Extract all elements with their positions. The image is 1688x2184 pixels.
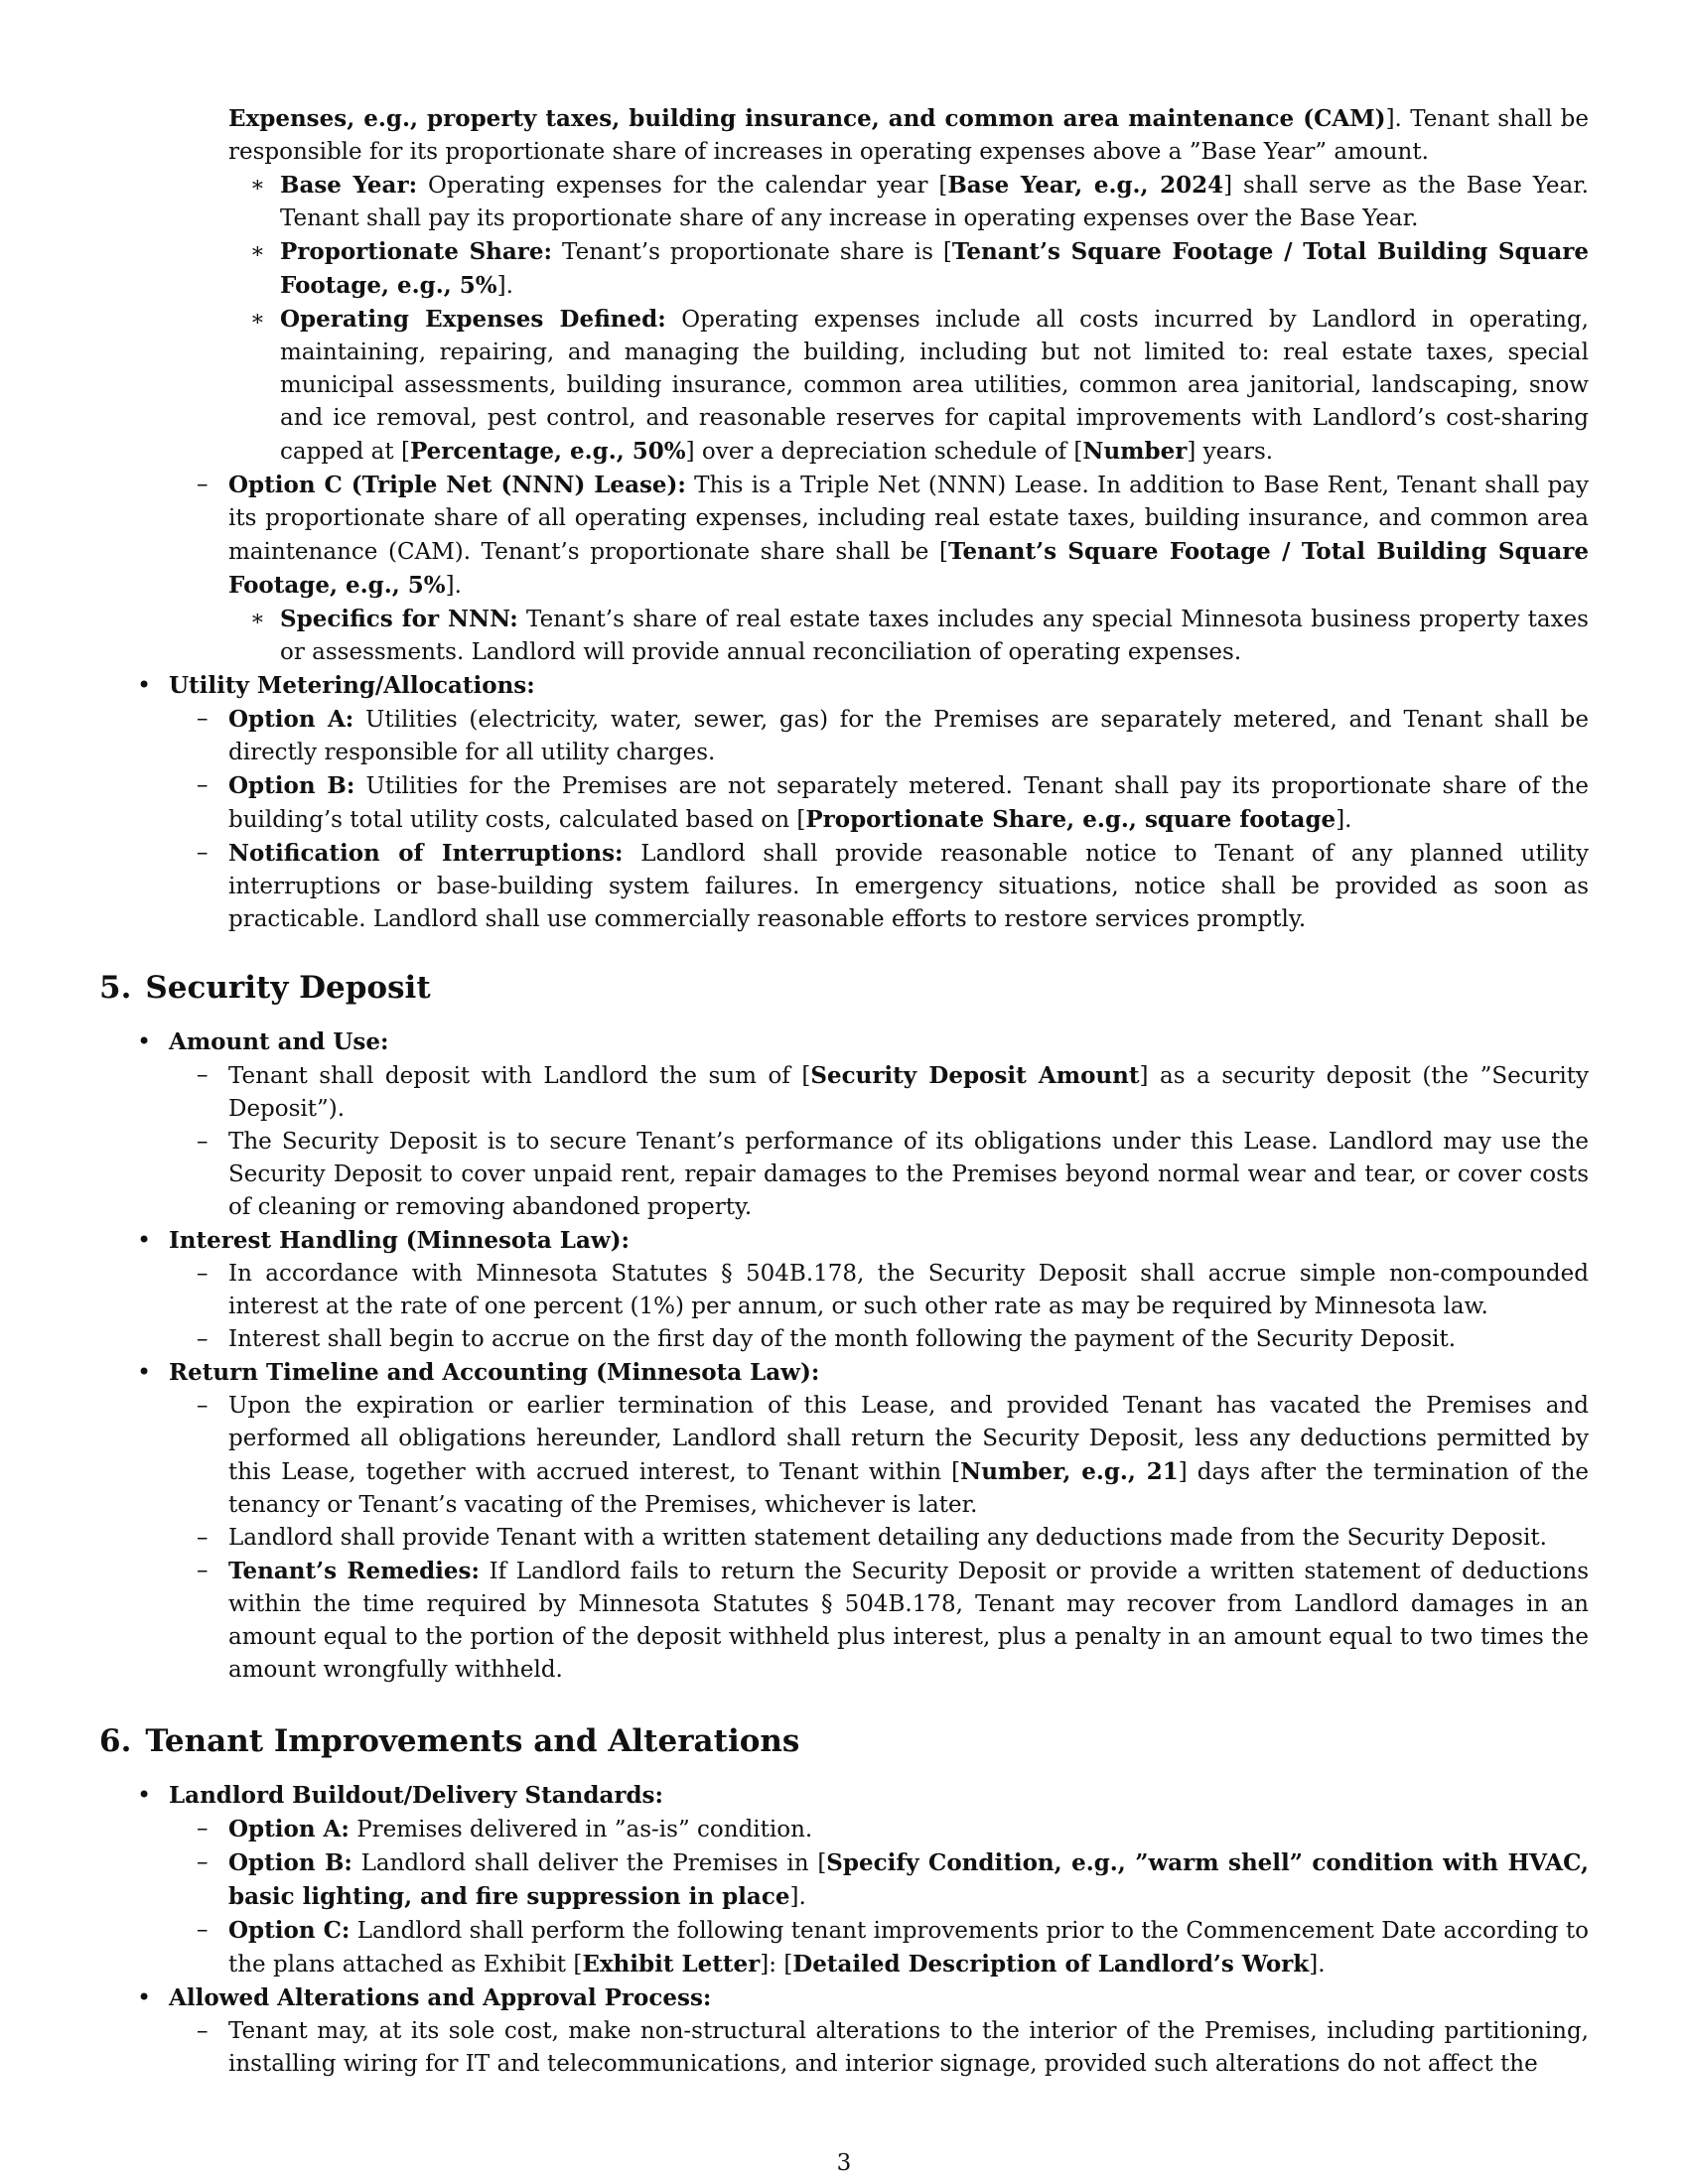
alterations-detail-text: Tenant may, at its sole cost, make non-structural alterations to the interior of the Premises, including partitioning, installing wiring for IT and telecommunications, and interior signage, provided such alterations do not affect the [228, 2018, 1589, 2077]
utility-option-b-placeholder: Proportionate Share, e.g., square footage [805, 806, 1336, 833]
dash-bullet: – [197, 1917, 209, 1943]
deposit-purpose-text: The Security Deposit is to secure Tenant’s performance of its obligations under this Lease. Landlord may use the Security Deposit to cover unpaid rent, repair damages to the Premises beyond normal wear and tear, or cover costs of cleaning or removing abandoned property. [228, 1129, 1589, 1220]
prop-share-text-end: ]. [496, 273, 513, 299]
interest-heading: Interest Handling (Minnesota Law): [169, 1227, 631, 1254]
round-bullet: • [137, 1983, 152, 2011]
buildout-option-a-item [0, 1813, 1688, 1846]
amount-use-item [0, 1025, 1688, 1059]
deposit-sum-text: Tenant shall deposit with Landlord the sum of [ [228, 1063, 811, 1089]
utility-option-b-label: Option B: [228, 772, 355, 799]
dash-bullet: – [197, 2018, 209, 2044]
section-6-number: 6. [99, 1723, 132, 1759]
prop-share-text: Tenant’s proportionate share is [ [552, 239, 952, 265]
interest-accrual-text: Interest shall begin to accrue on the first day of the month following the payment of the Security Deposit. [228, 1326, 1457, 1352]
utility-metering-item [0, 669, 1688, 703]
utility-option-b-text: Utilities for the Premises are not separately metered. Tenant shall pay its proportionate share of the building’s total utility costs, calculated based on [ [228, 773, 1589, 833]
buildout-option-a-text: Premises delivered in ”as-is” condition. [349, 1817, 813, 1843]
dash-bullet: – [197, 1261, 209, 1287]
utility-option-a-item [0, 703, 1688, 769]
prop-share-placeholder: Tenant’s Square Footage / Total Building Square Footage, e.g., 5% [280, 238, 1589, 299]
round-bullet: • [137, 1358, 152, 1386]
dash-bullet: – [197, 840, 209, 866]
tenant-remedies-item [0, 1555, 1688, 1687]
buildout-option-c-label: Option C: [228, 1917, 351, 1944]
round-bullet: • [137, 1027, 152, 1055]
return-deposit-text-end: ] days after the termination of the tenancy or Tenant’s vacating of the Premises, whichever is later. [228, 1459, 1590, 1518]
deposit-amount-placeholder: Security Deposit Amount [810, 1062, 1140, 1089]
buildout-option-c-text-mid: ]: [ [760, 1952, 793, 1978]
page-number: 3 [836, 2150, 852, 2176]
buildout-option-b-text: Landlord shall deliver the Premises in [ [352, 1850, 827, 1876]
buildout-option-a-label: Option A: [228, 1816, 350, 1843]
star-bullet: ∗ [250, 307, 265, 332]
nnn-specifics-label: Specifics for NNN: [280, 606, 518, 632]
utility-option-a-text: Utilities (electricity, water, sewer, gas) for the Premises are separately metered, and Tenant shall be directly responsible for all utility charges. [228, 707, 1590, 765]
return-heading: Return Timeline and Accounting (Minnesota Law): [169, 1359, 820, 1386]
option-c-text: This is a Triple Net (NNN) Lease. In addition to Base Rent, Tenant shall pay its proportionate share of all operating expenses, including real estate taxes, building insurance, and common area maintenance (CAM). Tenant’s proportionate share shall be [ [228, 473, 1589, 565]
section-5-number: 5. [99, 970, 132, 1006]
base-year-text: Operating expenses for the calendar year [ [417, 173, 948, 199]
landlord-work-placeholder: Detailed Description of Landlord’s Work [792, 1951, 1310, 1978]
nnn-specifics-text: Tenant’s share of real estate taxes includes any special Minnesota business property taxes or assessments. Landlord will provide annual reconciliation of operating expenses. [280, 607, 1589, 665]
notification-text: Landlord shall provide reasonable notice to Tenant of any planned utility interruptions or base-building system failures. In emergency situations, notice shall be provided as soon as practicable. Landlord shall use commercially reasonable efforts to restore services promptly. [228, 841, 1590, 932]
buildout-item [0, 1779, 1688, 1813]
star-bullet: ∗ [250, 239, 265, 264]
deposit-sum-item [0, 1059, 1688, 1126]
alterations-heading: Allowed Alterations and Approval Process: [169, 1984, 712, 2011]
alterations-item [0, 1981, 1688, 2015]
alterations-detail-item [0, 2015, 1688, 2081]
dash-bullet: – [197, 1558, 209, 1583]
round-bullet: • [137, 1226, 152, 1254]
continued-section-block [0, 102, 1688, 936]
written-statement-item [0, 1522, 1688, 1555]
exhibit-letter-placeholder: Exhibit Letter [582, 1951, 761, 1978]
intro-bold: Expenses, e.g., property taxes, building insurance, and common area maintenance (CAM) [228, 105, 1386, 132]
interest-accrual-item [0, 1323, 1688, 1356]
proportionate-share-item [0, 235, 1688, 303]
dash-bullet: – [197, 772, 209, 798]
deposit-purpose-item [0, 1126, 1688, 1224]
written-statement-text: Landlord shall provide Tenant with a written statement detailing any deductions made from the Security Deposit. [228, 1525, 1547, 1551]
base-year-text-end: ] shall serve as the Base Year. Tenant shall pay its proportionate share of any increase in operating expenses over the Base Year. [280, 173, 1589, 231]
dash-bullet: – [197, 1525, 209, 1551]
interest-handling-item [0, 1224, 1688, 1258]
opex-percentage-placeholder: Percentage, e.g., 50% [409, 438, 686, 465]
dash-bullet: – [197, 706, 209, 732]
section-6-block [0, 1779, 1688, 2081]
buildout-option-b-label: Option B: [228, 1849, 352, 1876]
base-year-placeholder: Base Year, e.g., 2024 [947, 172, 1224, 199]
deposit-sum-text-end: ] as a security deposit (the ”Security Deposit”). [228, 1063, 1589, 1122]
dash-bullet: – [197, 1816, 209, 1842]
nnn-specifics-item [0, 603, 1688, 669]
dash-bullet: – [197, 1062, 209, 1088]
base-year-label: Base Year: [280, 172, 418, 199]
amount-use-heading: Amount and Use: [169, 1028, 389, 1055]
section-6-heading [99, 1721, 799, 1761]
opex-label: Operating Expenses Defined: [280, 306, 666, 333]
buildout-option-c-item [0, 1914, 1688, 1981]
section-5-block [0, 1025, 1688, 1687]
dash-bullet: – [197, 1326, 209, 1352]
buildout-heading: Landlord Buildout/Delivery Standards: [169, 1782, 663, 1809]
opex-text: Operating expenses include all costs incurred by Landlord in operating, maintaining, repairing, and managing the building, including but not limited to: real estate taxes, special municipal assessments, building insurance, common area utilities, common area janitorial, landscaping, snow and ice removal, pest control, and reasonable reserves for capital improvements with Landlord’s cost-sharing capped at [ [280, 307, 1589, 465]
option-c-text-end: ]. [445, 573, 462, 599]
remedies-text: If Landlord fails to return the Security Deposit or provide a written statement of deductions within the time required by Minnesota Statutes § 504B.178, Tenant may recover from Landlord damages in an amount equal to the portion of the deposit withheld plus interest, plus a penalty in an amount equal to two times the amount wrongfully withheld. [228, 1559, 1590, 1683]
notification-label: Notification of Interruptions: [228, 840, 624, 867]
dash-bullet: – [197, 472, 209, 497]
prop-share-label: Proportionate Share: [280, 238, 553, 265]
round-bullet: • [137, 671, 152, 699]
interest-rate-text: In accordance with Minnesota Statutes § 504B.178, the Security Deposit shall accrue simple non-compounded interest at the rate of one percent (1%) per annum, or such other rate as may be required by Minnesota law. [228, 1261, 1589, 1319]
option-c-label: Option C (Triple Net (NNN) Lease): [228, 472, 686, 498]
intro-text: ]. Tenant shall be responsible for its proportionate share of increases in operating expenses above a ”Base Year” amount. [228, 106, 1589, 165]
dash-bullet: – [197, 1393, 209, 1419]
star-bullet: ∗ [250, 173, 265, 198]
round-bullet: • [137, 1781, 152, 1809]
utility-option-a-label: Option A: [228, 706, 354, 733]
dash-bullet: – [197, 1129, 209, 1155]
star-bullet: ∗ [250, 607, 265, 631]
section-5-heading [99, 968, 431, 1008]
return-deposit-text: Upon the expiration or earlier termination of this Lease, and provided Tenant has vacated the Premises and performed all obligations hereunder, Landlord shall return the Security Deposit, less any deductions permitted by this Lease, together with accrued interest, to Tenant within [ [228, 1393, 1589, 1485]
interest-rate-item [0, 1258, 1688, 1323]
remedies-label: Tenant’s Remedies: [228, 1558, 480, 1584]
buildout-option-c-text: Landlord shall perform the following tenant improvements prior to the Commencement Date according to the plans attached as Exhibit [ [228, 1918, 1589, 1978]
option-c-placeholder: Tenant’s Square Footage / Total Building Square Footage, e.g., 5% [228, 538, 1590, 599]
section-5-title: Security Deposit [145, 970, 431, 1006]
operating-expenses-defined-item [0, 303, 1688, 469]
utility-option-b-item [0, 769, 1688, 837]
opex-number-placeholder: Number [1082, 438, 1188, 465]
return-deposit-item [0, 1390, 1688, 1522]
utility-option-b-text-end: ]. [1336, 807, 1352, 833]
operating-expenses-intro [228, 102, 1589, 169]
buildout-option-b-item [0, 1846, 1688, 1914]
opex-text-end: ] years. [1187, 439, 1274, 465]
return-timeline-item [0, 1356, 1688, 1390]
buildout-option-c-text-end: ]. [1309, 1952, 1326, 1978]
notification-item [0, 837, 1688, 936]
dash-bullet: – [197, 1849, 209, 1875]
option-c-nnn-item [0, 469, 1688, 603]
utility-heading: Utility Metering/Allocations: [169, 672, 535, 699]
return-days-placeholder: Number, e.g., 21 [960, 1458, 1179, 1485]
section-6-title: Tenant Improvements and Alterations [145, 1723, 800, 1759]
base-year-item [0, 169, 1688, 235]
opex-text-mid: ] over a depreciation schedule of [ [685, 439, 1083, 465]
buildout-option-b-text-end: ]. [789, 1884, 806, 1910]
buildout-condition-placeholder: Specify Condition, e.g., ”warm shell” condition with HVAC, basic lighting, and fire suppression in place [228, 1849, 1589, 1910]
